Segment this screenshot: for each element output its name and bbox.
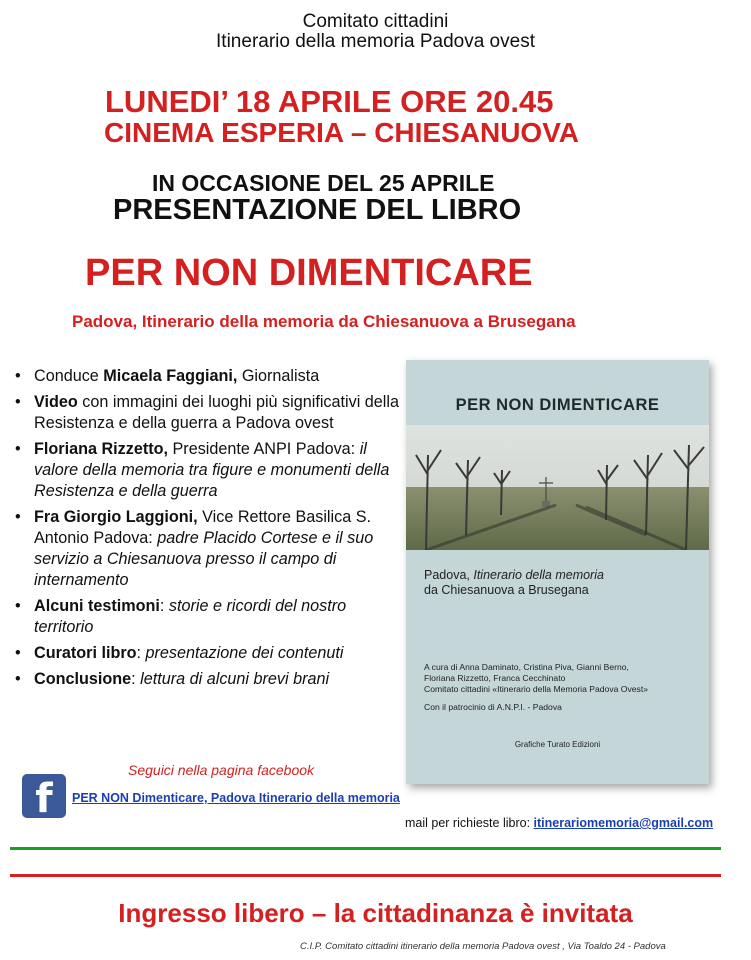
book-cover-publisher: Grafiche Turato Edizioni xyxy=(514,740,601,749)
book-cover-subtitle xyxy=(424,568,604,598)
book-credits-line-2: Floriana Rizzetto, Franca Cecchinato xyxy=(424,673,566,683)
facebook-page-link[interactable]: PER NON Dimenticare, Padova Itinerario della memoria xyxy=(72,791,400,805)
book-cover-photo xyxy=(406,425,709,550)
agenda-item-pre: Conduce xyxy=(34,367,104,385)
agenda-item-rest: Presidente ANPI Padova: xyxy=(168,440,360,458)
agenda-item-rest: con immagini dei luoghi più significativi della Resistenza e della guerra a Padova ovest xyxy=(34,393,400,432)
footer-address: C.I.P. Comitato cittadini itinerario della memoria Padova ovest , Via Toaldo 24 - Padova xyxy=(300,941,666,952)
event-place: CINEMA ESPERIA – CHIESANUOVA xyxy=(104,117,580,148)
agenda-list xyxy=(14,366,406,695)
agenda-item-bold: Micaela Faggiani, xyxy=(103,367,238,385)
event-date: LUNEDI’ 18 APRILE ORE 20.45 xyxy=(105,84,554,119)
agenda-item-bold: Video xyxy=(34,393,78,411)
book-title-heading: PER NON DIMENTICARE xyxy=(85,252,533,294)
agenda-item xyxy=(14,392,406,434)
organizer-header xyxy=(0,12,751,52)
book-sub-italic: Itinerario della memoria xyxy=(473,568,604,582)
agenda-item-bold: Curatori libro xyxy=(34,644,137,662)
agenda-item-bold: Alcuni testimoni xyxy=(34,597,160,615)
agenda-item-rest: : xyxy=(136,644,146,662)
book-cover-credits xyxy=(424,662,704,695)
agenda-item-italic: presentazione dei contenuti xyxy=(145,644,344,662)
book-credits-line-1: A cura di Anna Daminato, Cristina Piva, Gianni Berno, xyxy=(424,662,629,672)
mail-contact xyxy=(405,816,713,830)
organizer-line-1: Comitato cittadini xyxy=(302,11,449,32)
agenda-item xyxy=(14,439,406,502)
agenda-item-rest: Giornalista xyxy=(237,367,320,385)
agenda-item-bold: Floriana Rizzetto, xyxy=(34,440,169,458)
book-cover-patronage: Con il patrocinio di A.N.P.I. - Padova xyxy=(424,702,562,712)
agenda-item xyxy=(14,596,406,638)
divider-red xyxy=(10,874,721,877)
facebook-icon[interactable]: f xyxy=(22,774,66,818)
agenda-item xyxy=(14,366,406,387)
facebook-follow-text: Seguici nella pagina facebook xyxy=(128,762,315,778)
book-subtitle-heading: Padova, Itinerario della memoria da Chiesanuova a Brusegana xyxy=(72,312,576,331)
book-sub-plain: Padova, xyxy=(424,568,474,582)
event-occasion: IN OCCASIONE DEL 25 APRILE xyxy=(152,170,495,196)
organizer-line-2: Itinerario della memoria Padova ovest xyxy=(216,31,535,52)
agenda-item-bold: Fra Giorgio Laggioni, xyxy=(34,508,198,526)
agenda-item-rest: : xyxy=(131,670,141,688)
book-cover xyxy=(406,360,709,784)
agenda-item-italic: padre Placido Cortese e il suo servizio a Chiesanuova presso il campo di internamento xyxy=(34,529,374,589)
book-cover-title: PER NON DIMENTICARE xyxy=(455,396,660,414)
agenda-item-bold: Conclusione xyxy=(34,670,132,688)
agenda-item xyxy=(14,643,406,664)
free-entry-banner: Ingresso libero – la cittadinanza è invitata xyxy=(118,898,633,928)
event-presentation: PRESENTAZIONE DEL LIBRO xyxy=(113,194,522,226)
mail-address-link[interactable]: itinerariomemoria@gmail.com xyxy=(533,816,714,830)
divider-green xyxy=(10,847,721,850)
agenda-item-rest: Vice Rettore Basilica S. Antonio Padova: xyxy=(34,508,372,547)
mail-label: mail per richieste libro: xyxy=(405,816,534,830)
agenda-item xyxy=(14,669,406,690)
agenda-item xyxy=(14,507,406,591)
book-sub-line-2: da Chiesanuova a Brusegana xyxy=(424,583,589,597)
book-credits-line-3: Comitato cittadini «Itinerario della Memoria Padova Ovest» xyxy=(424,684,649,694)
agenda-item-italic: il valore della memoria tra figure e monumenti della Resistenza e della guerra xyxy=(34,440,390,500)
agenda-item-italic: storie e ricordi del nostro territorio xyxy=(34,597,347,636)
agenda-item-italic: lettura di alcuni brevi brani xyxy=(140,670,330,688)
agenda-item-rest: : xyxy=(159,597,169,615)
